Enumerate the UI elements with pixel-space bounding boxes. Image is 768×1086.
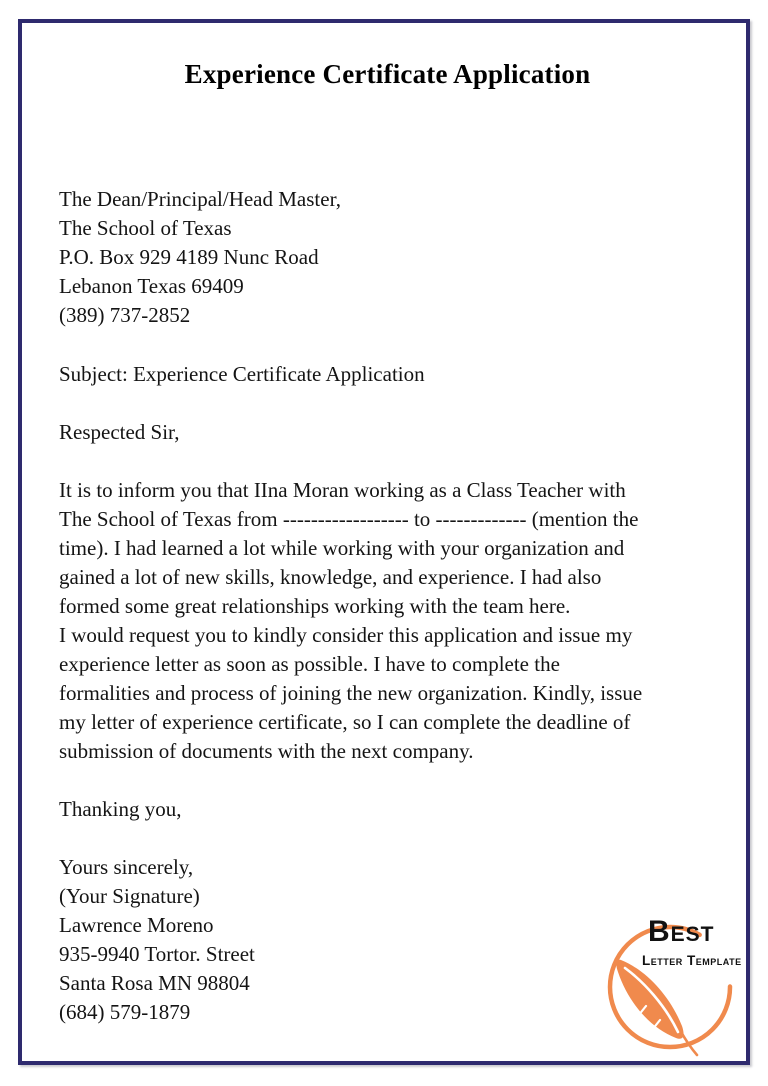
thanks-line: Thanking you, [59,797,182,821]
best-letter-template-logo [584,909,742,1059]
sender-address-line: (684) 579-1879 [59,1000,191,1024]
letter-body [59,476,716,766]
body-line: formalities and process of joining the new organization. Kindly, issue [59,681,643,705]
page-border [18,19,750,1065]
salutation: Respected Sir, [59,420,180,444]
body-line: I would request you to kindly consider this application and issue my [59,623,633,647]
body-line: The School of Texas from ------------------ to ------------- (mention the [59,507,639,531]
body-line: gained a lot of new skills, knowledge, and experience. I had also [59,565,602,589]
recipient-line: Lebanon Texas 69409 [59,274,244,298]
recipient-line: The School of Texas [59,216,232,240]
recipient-line: The Dean/Principal/Head Master, [59,187,341,211]
letter-content [59,59,716,1027]
body-line: It is to inform you that IIna Moran working as a Class Teacher with [59,478,626,502]
subject-line: Subject: Experience Certificate Application [59,362,425,386]
body-line: time). I had learned a lot while working with your organization and [59,536,625,560]
logo-brand-text: Best [648,915,715,948]
recipient-line: (389) 737-2852 [59,303,191,327]
page-title: Experience Certificate Application [184,59,591,89]
recipient-address-block [59,185,716,330]
sender-address-line: Santa Rosa MN 98804 [59,971,250,995]
recipient-line: P.O. Box 929 4189 Nunc Road [59,245,319,269]
sender-address-line: 935-9940 Tortor. Street [59,942,255,966]
body-line: my letter of experience certificate, so I can complete the deadline of [59,710,631,734]
body-line: formed some great relationships working with the team here. [59,594,571,618]
body-line: experience letter as soon as possible. I have to complete the [59,652,560,676]
logo-tagline-text: Letter Template [642,953,742,968]
signature-placeholder: (Your Signature) [59,884,200,908]
signoff-line: Yours sincerely, [59,855,194,879]
body-line: submission of documents with the next company. [59,739,474,763]
sender-name: Lawrence Moreno [59,913,214,937]
